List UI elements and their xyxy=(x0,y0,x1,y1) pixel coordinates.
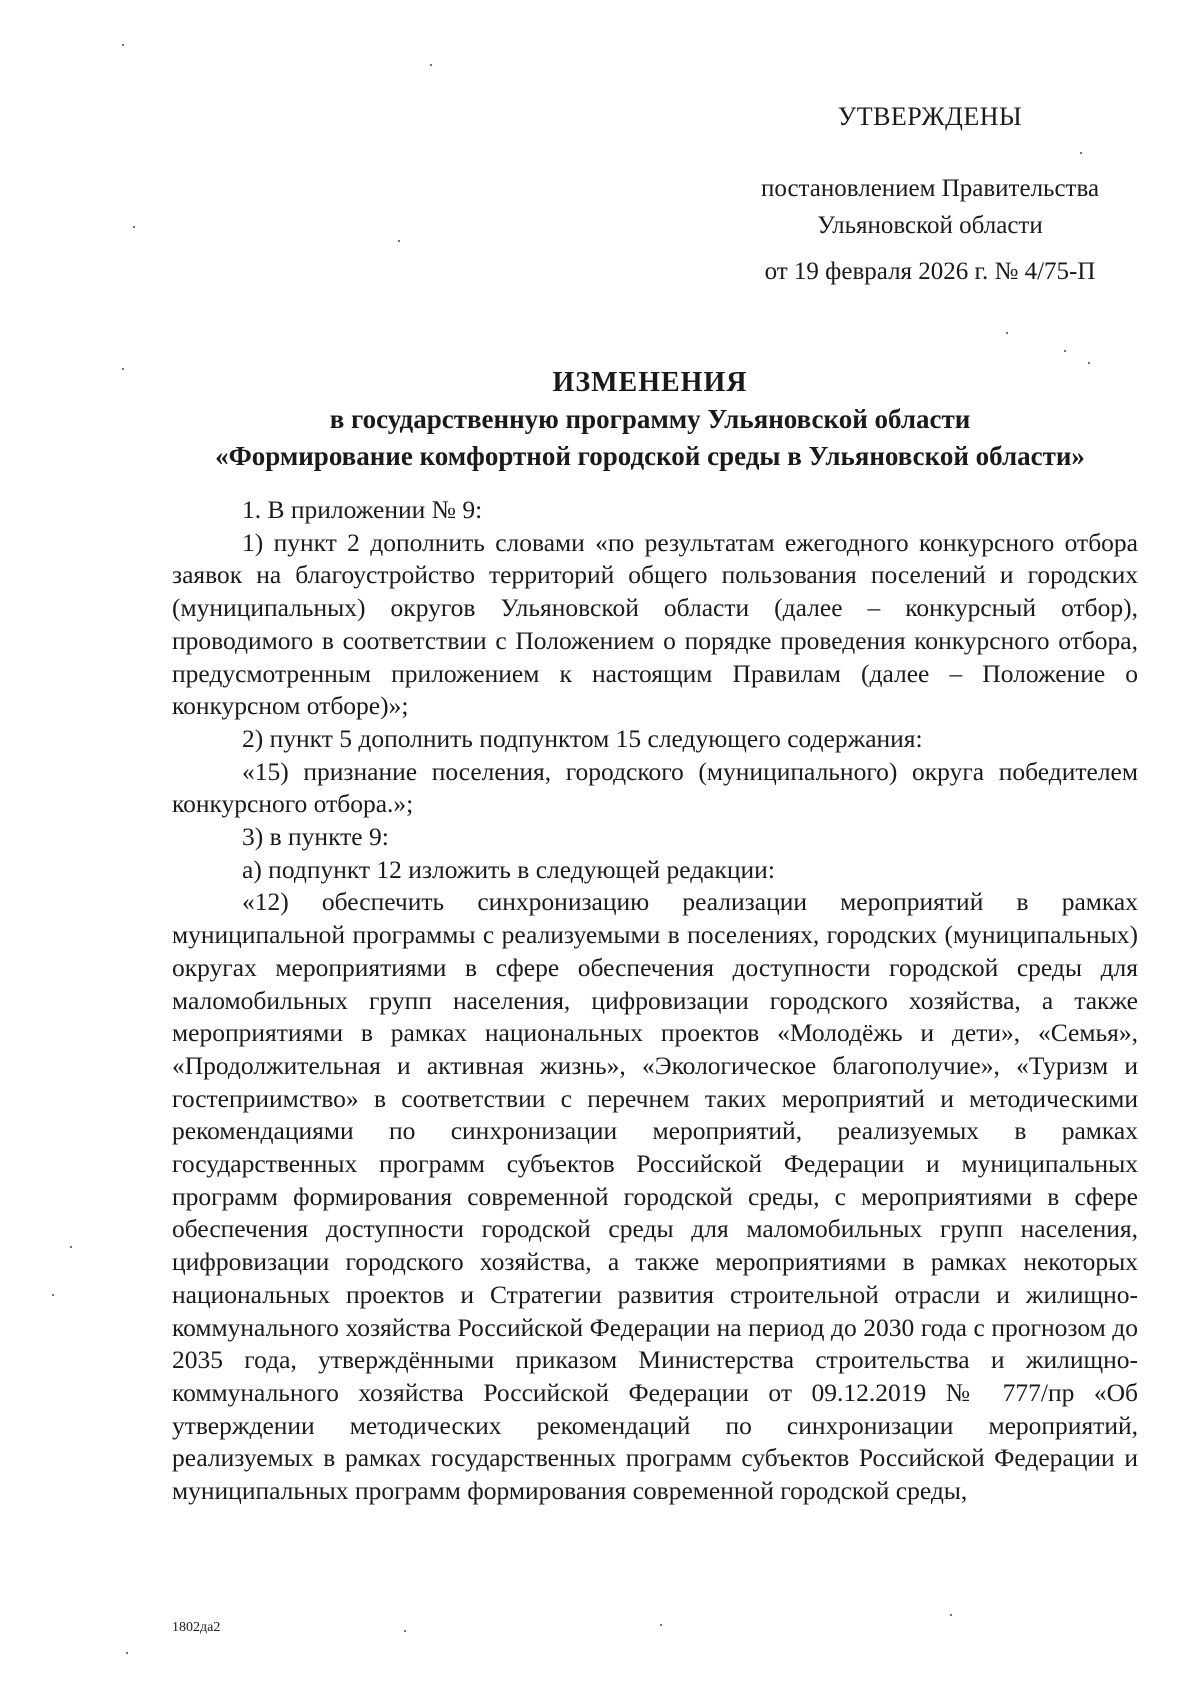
paragraph-4: «15) признание поселения, городского (муниципального) округа победителем конкурсного отбора.»; xyxy=(172,756,1138,819)
approval-date xyxy=(720,258,1140,286)
approval-issuer-line2: Ульяновской области xyxy=(817,212,1043,239)
title-line3: «Формирование комфортной городской среды в Ульяновской области» xyxy=(215,441,1085,471)
paragraph-3: 2) пункт 5 дополнить подпунктом 15 следующего содержания: xyxy=(242,723,923,753)
approval-issuer xyxy=(720,170,1140,244)
paragraph-2: 1) пункт 2 дополнить словами «по результатам ежегодного конкурсного отбора заявок на благоустройство территорий общего пользования поселений и городских (муниципальных) округов Ульяновской области (далее – конкурсный отбор), проводимого в соответствии с Положением о порядке проведения конкурсного отбора, предусмотренным приложением к настоящим Правилам (далее – Положение о конкурсном отборе)»; xyxy=(172,527,1138,721)
footer-code: 1802да2 xyxy=(172,1620,221,1635)
paragraph-1: 1. В приложении № 9: xyxy=(242,495,483,524)
scan-speck xyxy=(1080,152,1082,154)
scan-speck xyxy=(133,226,135,228)
title-line2: в государственную программу Ульяновской области xyxy=(329,404,971,434)
scan-speck xyxy=(126,1652,128,1654)
approval-date-text: от 19 февраля 2026 г. № 4/75-П xyxy=(764,258,1096,285)
paragraph-5: 3) в пункте 9: xyxy=(242,822,389,852)
scan-speck xyxy=(660,1624,662,1626)
document-body xyxy=(172,494,1138,1508)
scan-speck xyxy=(70,1246,72,1248)
approval-heading xyxy=(720,102,1140,132)
scan-speck xyxy=(404,1630,406,1632)
title-main: ИЗМЕНЕНИЯ xyxy=(552,367,748,398)
approval-issuer-line1: постановлением Правительства xyxy=(760,175,1100,202)
scan-speck xyxy=(430,64,432,66)
scan-speck xyxy=(1088,362,1090,364)
approval-heading-text: УТВЕРЖДЕНЫ xyxy=(837,102,1023,131)
scan-speck xyxy=(1006,332,1008,334)
scan-speck xyxy=(950,1614,952,1616)
scan-speck xyxy=(52,1294,54,1296)
document-title xyxy=(150,364,1150,475)
scan-speck xyxy=(122,368,124,370)
paragraph-6: а) подпункт 12 изложить в следующей редакции: xyxy=(242,854,775,884)
paragraph-7: «12) обеспечить синхронизацию реализации мероприятий в рамках муниципальной программы с реализуемыми в поселениях, городских (муниципальных) округах мероприятиями в сфере обеспечения доступности городской среды для маломобильных групп населения, цифровизации городского хозяйства, а также мероприятиями в рамках национальных проектов «Молодёжь и дети», «Семья», «Продолжительная и активная жизнь», «Экологическое благополучие», «Туризм и гостеприимство» в соответствии с перечнем таких мероприятий и методическими рекомендациями по синхронизации мероприятий, реализуемых в рамках государственных программ субъектов Российской Федерации и муниципальных программ формирования современной городской среды, с мероприятиями в сфере обеспечения доступности городской среды для маломобильных групп населения, цифровизации городского хозяйства, а также мероприятиями в рамках некоторых национальных проектов и Стратегии развития строительной отрасли и жилищно-коммунального хозяйства Российской Федерации на период до 2030 года с прогнозом до 2035 года, утверждёнными приказом Министерства строительства и жилищно-коммунального хозяйства Российской Федерации от 09.12.2019 № 777/пр «Об утверждении методических рекомендаций по синхронизации мероприятий, реализуемых в рамках государственных программ субъектов Российской Федерации и муниципальных программ формирования современной городской среды, xyxy=(172,887,1138,1506)
scan-speck xyxy=(1064,350,1066,352)
scan-speck xyxy=(398,240,400,242)
scan-speck xyxy=(122,44,124,46)
